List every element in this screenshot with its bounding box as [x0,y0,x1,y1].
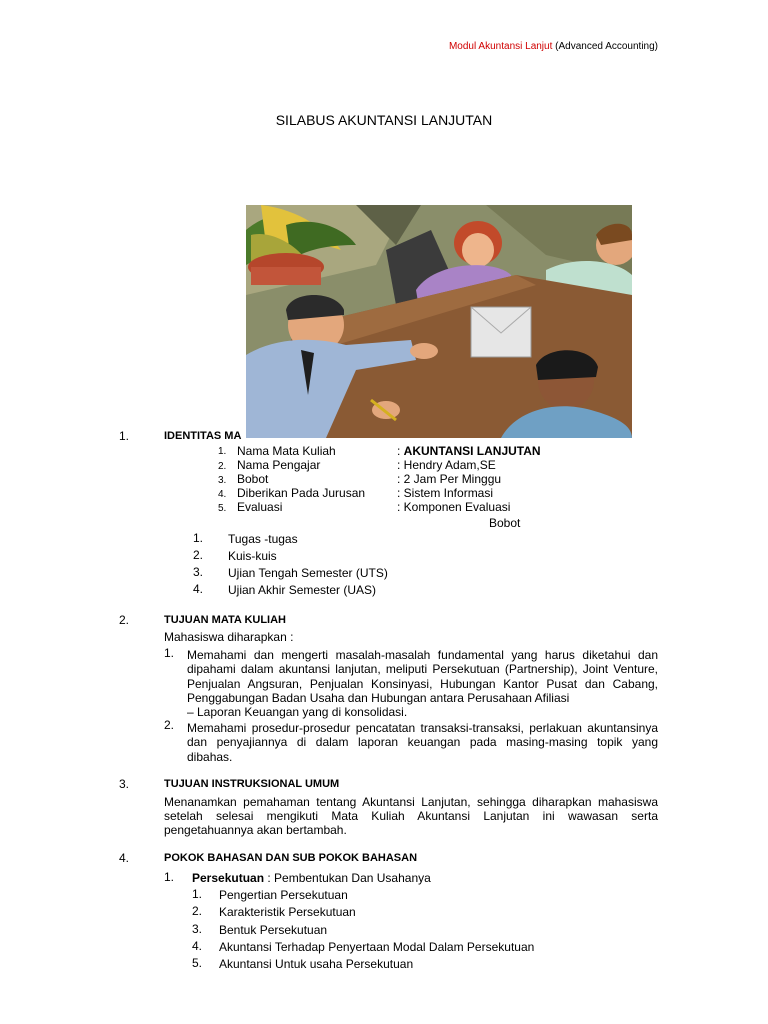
objective-2-line: dan penyajiannya di dalam laporan keuangan pada masing-masing topik yang [187,735,658,750]
evaluation-3-text: Ujian Tengah Semester (UTS) [228,566,388,580]
identity-item-5-label: Evaluasi [237,500,283,514]
subtopic-2-number: 2. [192,904,203,918]
topic-1-title [192,871,431,885]
identity-item-4-value: : Sistem Informasi [397,486,494,500]
subtopic-1-number: 1. [192,887,203,901]
running-header [449,41,658,52]
section-3-number: 3. [119,777,130,791]
identity-item-2-label: Nama Pengajar [237,458,321,472]
identity-item-5-value: : Komponen Evaluasi [397,500,511,514]
objective-1-text [187,648,658,719]
topic-1-number: 1. [164,870,175,884]
identity-item-1-number: 1. [218,446,227,457]
evaluation-1-text: Tugas -tugas [228,532,298,546]
identity-item-1-colon: : [397,444,404,458]
identity-item-3-label: Bobot [237,472,269,486]
bobot-label: Bobot [489,516,521,530]
objective-1-number: 1. [164,646,175,660]
section-3-heading: TUJUAN INSTRUKSIONAL UMUM [164,778,340,790]
section-3-line: Menanamkan pemahaman tentang Akuntansi Lanjutan, sehingga diharapkan mahasiswa [164,795,658,809]
section-2-heading: TUJUAN MATA KULIAH [164,614,287,626]
subtopic-2-text: Karakteristik Persekutuan [219,905,356,919]
objective-1-line: Penjualan Angsuran, Penjualan Konsinyasi, Hubungan Kantor Pusat dan Cabang, [187,676,658,691]
subtopic-5-text: Akuntansi Untuk usaha Persekutuan [219,957,414,971]
course-name-value: AKUNTANSI LANJUTAN [403,444,541,458]
identity-item-4-label: Diberikan Pada Jurusan [237,486,366,500]
identity-item-2-value: : Hendry Adam,SE [397,458,496,472]
objective-2-text [187,721,658,764]
objective-1-line: Penggabungan Badan Usaha dan Hubungan antara Perusahaan Afiliasi [187,690,570,705]
subtopic-3-text: Bentuk Persekutuan [219,923,328,937]
header-subtitle: (Advanced Accounting) [552,41,658,52]
section-3-line: pengetahuannya akan bertambah. [164,823,347,837]
objective-2-line: dibahas. [187,749,233,764]
header-module-title: Modul Akuntansi Lanjut [448,41,553,52]
subtopic-1-text: Pengertian Persekutuan [219,888,348,902]
objective-1-line: Memahami dan mengerti masalah-masalah fundamental yang harus diketahui dan [187,648,658,662]
subtopic-4-number: 4. [192,939,203,953]
subtopic-3-number: 3. [192,922,203,936]
evaluation-4-text: Ujian Akhir Semester (UAS) [228,583,377,597]
objective-1-line: dipahami dalam akuntansi lanjutan, meliputi Persekutuan (Partnership), Joint Venture, [187,662,658,677]
topic-1-rest: : Pembentukan Dan Usahanya [264,871,431,885]
page-title: SILABUS AKUNTANSI LANJUTAN [275,112,493,128]
section-1-number: 1. [119,429,130,443]
business-meeting-clipart-icon [246,205,632,438]
section-2-intro: Mahasiswa diharapkan : [164,630,294,644]
objective-2-line: Memahami prosedur-prosedur pencatatan transaksi-transaksi, perlakuan akuntansinya [187,721,658,735]
subtopic-4-text: Akuntansi Terhadap Penyertaan Modal Dalam Persekutuan [219,940,535,954]
section-2-number: 2. [119,613,130,627]
evaluation-1-number: 1. [193,531,204,545]
identity-item-3-number: 3. [218,475,227,486]
section-4-heading: POKOK BAHASAN DAN SUB POKOK BAHASAN [164,852,418,864]
identity-item-1-label: Nama Mata Kuliah [237,444,336,458]
evaluation-4-number: 4. [193,582,204,596]
section-4-number: 4. [119,851,130,865]
section-3-line: setelah selesai mengikuti Mata Kuliah Akuntansi Lanjutan ini wawasan serta [164,809,658,823]
identity-item-5-number: 5. [218,503,227,514]
subtopic-5-number: 5. [192,956,203,970]
identity-item-2-number: 2. [218,461,227,472]
identity-item-1-value [397,444,541,458]
identity-item-3-value: : 2 Jam Per Minggu [397,472,502,486]
objective-1-line: – Laporan Keuangan yang di konsolidasi. [187,705,408,720]
evaluation-2-number: 2. [193,548,204,562]
section-1-heading: IDENTITAS MA [164,430,242,442]
evaluation-2-text: Kuis-kuis [228,549,277,563]
identity-item-4-number: 4. [218,489,227,500]
section-3-text [164,795,658,837]
topic-1-bold: Persekutuan [192,871,265,885]
evaluation-3-number: 3. [193,565,204,579]
objective-2-number: 2. [164,718,175,732]
